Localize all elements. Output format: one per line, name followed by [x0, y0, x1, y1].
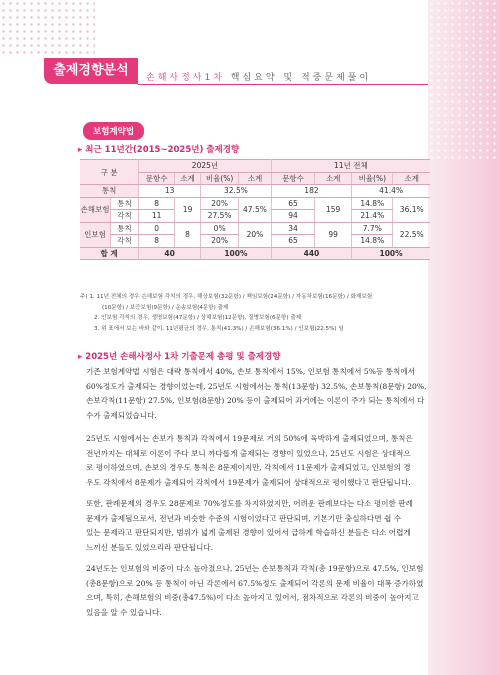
row-label: 통칙 — [80, 185, 139, 198]
table-row — [80, 197, 430, 210]
cell: 7.7% — [352, 222, 393, 235]
cell: 8 — [175, 222, 201, 247]
cell: 100% — [201, 247, 272, 260]
col-header: 소계 — [239, 172, 272, 185]
cell: 27.5% — [201, 210, 239, 223]
table-heading — [78, 143, 239, 155]
cell: 159 — [315, 197, 352, 222]
paragraph — [86, 365, 430, 423]
paragraph-line: 우도 각칙에서 8문제가 출제되어 각칙에서 19문제가 출제되어 상대적으로 평이했다고 판단됩니다. — [86, 477, 411, 487]
row-label: 손해보험 — [80, 197, 110, 222]
paragraph-line: 손보각칙(11문항) 27.5%, 인보험(8문항) 20% 등이 출제되어 과거에는 이론이 주가 되는 통칙에서 다 — [86, 396, 425, 405]
cell: 20% — [201, 235, 239, 248]
header-rule — [138, 84, 428, 85]
section-tag: 보험계약법 — [83, 122, 144, 140]
col-header: 소계 — [315, 172, 352, 185]
cell: 11 — [139, 210, 175, 223]
row-sublabel: 통칙 — [110, 197, 138, 210]
paragraph-line: 기존 보험계약법 시험은 대략 통칙에서 40%, 손보 통칙에서 15%, 인보험 통칙에서 5%등 통칙에서 — [86, 367, 416, 376]
cell: 0% — [201, 222, 239, 235]
chapter-tab: 출제경향분석 — [44, 58, 138, 84]
table-row — [80, 185, 430, 198]
paragraph-line: (총8문항)으로 20% 등 통칙이 아닌 각론에서 67.5%정도 출제되어 각론의 문제 비율이 대폭 증가하였 — [86, 578, 424, 588]
paragraph-line: 전년까지는 대체로 이론이 주다 보니 까다롭게 출제되는 경향이 있었으나, 25년도 시험은 상대적으 — [86, 448, 411, 458]
row-sublabel: 각칙 — [110, 235, 138, 248]
side-dot-pattern — [428, 0, 500, 160]
analysis-heading-text: 2025년 손해사정사 1차 기출문제 총평 및 출제경향 — [85, 352, 281, 362]
paragraph — [86, 497, 430, 555]
table-row — [80, 222, 430, 235]
col-header: 소계 — [175, 172, 201, 185]
paragraph-line: 있음을 알 수 있습니다. — [86, 607, 162, 617]
triangle-bullet-icon: ▸ — [78, 145, 83, 155]
col-header: 비율(%) — [201, 172, 239, 185]
corner-dot-pattern — [0, 0, 95, 58]
cell: 21.4% — [352, 210, 393, 223]
row-sublabel: 통칙 — [110, 222, 138, 235]
paragraph-line: 수가 출제되었습니다. — [86, 410, 157, 420]
paragraph-line: 25년도 시험에서는 손보가 통칙과 각칙에서 19문제로 거의 50%에 육박하게 출제되었으며, 통칙은 — [86, 434, 413, 443]
analysis-heading — [78, 350, 280, 362]
book-subtitle-rest: 핵심요약 및 적중문제풀이 — [224, 73, 372, 83]
cell: 65 — [271, 197, 314, 210]
cell: 182 — [271, 185, 351, 198]
note-line: 2. 인보험 각칙의 경우, 생명보험(47문항) / 상해보험(12문항), 질병보험(6문항) 출제 — [94, 315, 302, 321]
paragraph — [86, 432, 430, 490]
header-category: 구 분 — [80, 160, 139, 185]
cell: 440 — [271, 247, 351, 260]
paragraph-line: 있는 문제라고 판단되지만, 범위가 넓게 출제된 경향이 있어서 급하게 학습하신 분들은 다소 어렵게 — [86, 528, 411, 537]
cell: 41.4% — [352, 185, 430, 198]
table-heading-text: 최근 11년간(2015~2025년) 출제경향 — [85, 145, 240, 155]
cell: 94 — [271, 210, 314, 223]
col-header: 문항수 — [271, 172, 314, 185]
cell: 20% — [201, 197, 239, 210]
cell: 0 — [139, 222, 175, 235]
cell: 65 — [271, 235, 314, 248]
exam-trend-table — [80, 159, 430, 260]
paragraph-line: 60%정도가 출제되는 경향이었는데, 25년도 시험에서는 통칙(13문항) 32.5%, 손보통칙(8문항) 20%, — [86, 381, 427, 391]
col-header: 소계 — [393, 172, 430, 185]
paragraph — [86, 562, 430, 620]
header-year-2025: 2025년 — [139, 160, 272, 173]
paragraph-line: 문제가 출제됨으로서, 전년과 비슷한 수준의 시험이었다고 판단되며, 기본기만 충실하다면 쉽 수 — [86, 513, 402, 523]
cell: 34 — [271, 222, 314, 235]
row-sublabel: 각칙 — [110, 210, 138, 223]
cell: 22.5% — [393, 222, 430, 247]
paragraph-line: 또한, 판례문제의 경우도 28문제로 70%정도를 차지하였지만, 어려운 판례보다는 다소 평이한 판례 — [86, 499, 413, 508]
cell: 36.1% — [393, 197, 430, 222]
row-label: 합 계 — [80, 247, 139, 260]
note-line: 주) 1. 11년 전체의 경우 손해보험 각칙의 경우, 해상보험(32문항) / 책임보험(24문항) / 자동차보험(16문항) / 화재보험 — [80, 294, 373, 300]
cell: 14.8% — [352, 235, 393, 248]
paragraph-line: 24년도는 인보험의 비중이 다소 높아졌으나, 25년는 손보통칙과 각칙(총 19문항)으로 47.5%, 인보험 — [86, 564, 424, 573]
note-line: (10문항) / 보증보험(9문항) / 운송보험(4문항) 출제 — [102, 304, 229, 311]
col-header: 문항수 — [139, 172, 175, 185]
cell: 99 — [315, 222, 352, 247]
table-notes — [80, 292, 430, 334]
cell: 14.8% — [352, 197, 393, 210]
cell: 13 — [139, 185, 201, 198]
cell: 20% — [239, 222, 272, 247]
cell: 8 — [139, 235, 175, 248]
col-header: 비율(%) — [352, 172, 393, 185]
cell: 19 — [175, 197, 201, 222]
table-total-row — [80, 247, 430, 260]
header-year-total: 11년 전체 — [271, 160, 430, 173]
note-line: 3. 위 표에서 보는 바와 같이, 11년평균의 경우, 통칙(41.3%) / 손해보험(36.1%) / 인보험(22.5%) 임 — [94, 325, 344, 332]
paragraph-line: 으며, 특히, 손해보험의 비중(총47.5%)이 다소 높아지고 있어서, 점차적으로 각론의 비중이 높아지고 — [86, 593, 419, 602]
cell: 100% — [352, 247, 430, 260]
book-subtitle — [146, 70, 371, 83]
cell: 47.5% — [239, 197, 272, 222]
triangle-bullet-icon: ▸ — [78, 352, 83, 362]
cell: 8 — [139, 197, 175, 210]
paragraph-line: 로 평이하였으며, 손보의 경우도 통칙은 8문제이지만, 각칙에서 11문제가 출제되었고, 인보험의 경 — [86, 463, 411, 472]
cell: 40 — [139, 247, 201, 260]
paragraph-line: 느끼신 분들도 있었으리라 판단됩니다. — [86, 542, 214, 552]
book-subtitle-highlight: 손해사정사1차 — [146, 73, 225, 83]
cell: 32.5% — [201, 185, 272, 198]
row-label: 인보험 — [80, 222, 110, 247]
